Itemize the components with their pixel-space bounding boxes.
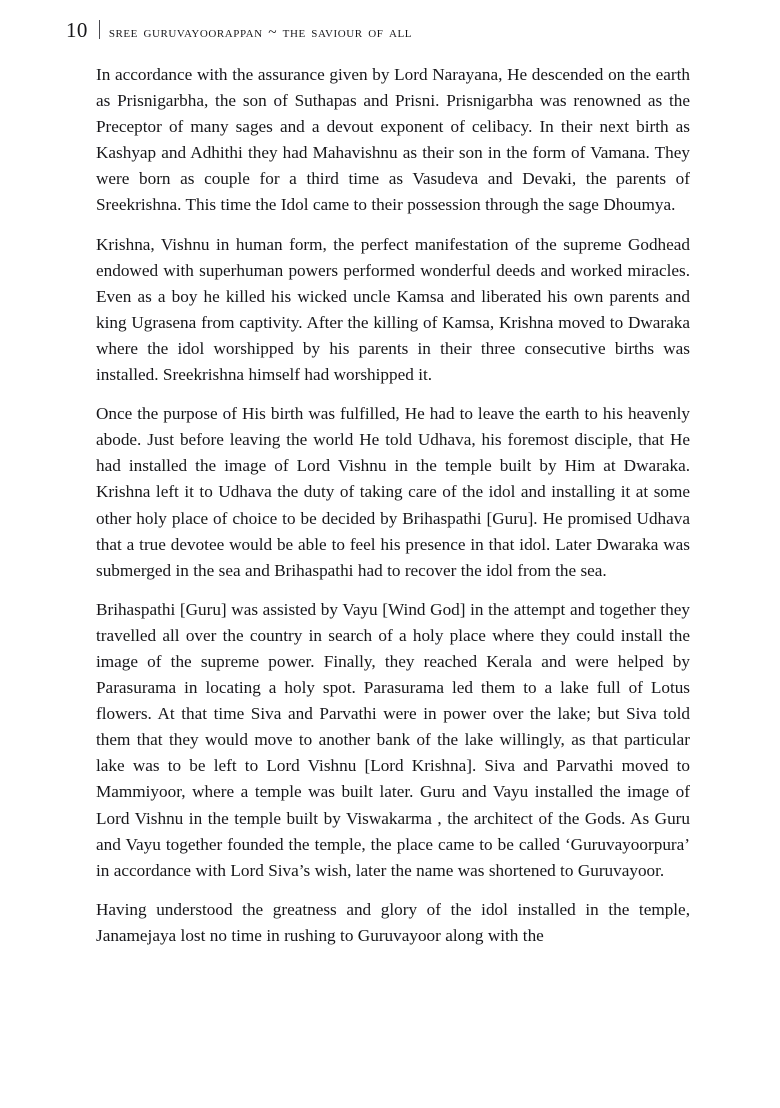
page-number: 10 (66, 18, 88, 42)
paragraph-1: In accordance with the assurance given by Lord Narayana, He descended on the earth as Prisnigarbha, the son of Suthapas and Prisni. Prisnigarbha was renowned as the Preceptor of many sages and a devout exponent of celibacy. In their next birth as Kashyap and Adhithi they had Mahavishnu as their son in the form of Vamana. They were born as couple for a third time as Vasudeva and Devaki, the parents of Sreekrishna. This time the Idol came to their possession through the sage Dhoumya. (96, 65, 690, 215)
paragraph-3: Once the purpose of His birth was fulfilled, He had to leave the earth to his heavenly abode. Just before leaving the world He told Udhava, his foremost disciple, that He had installed the image of Lord Vishnu in the temple built by Him at Dwaraka. Krishna left it to Udhava the duty of taking care of the idol and installing it at some other holy place of choice to be decided by Brihaspathi [Guru]. He promised Udhava that a true devotee would be able to feel his presence in that idol. Later Dwaraka was submerged in the sea and Brihaspathi had to recover the idol from the sea. (96, 404, 690, 580)
body-text-block (96, 62, 690, 949)
running-header (66, 18, 726, 41)
header-divider (99, 20, 100, 39)
paragraph-5: Having understood the greatness and glory of the idol installed in the temple, Janamejaya lost no time in rushing to Guruvayoor along with the (96, 899, 690, 945)
paragraph-4: Brihaspathi [Guru] was assisted by Vayu [Wind God] in the attempt and together they travelled all over the country in search of a holy place where they could install the image of the supreme power. Finally, they reached Kerala and were helped by Parasurama in locating a holy spot. Parasurama led them to a lake full of Lotus flowers. At that time Siva and Parvathi were in power over the lake; but Siva told them that they would move to another bank of the lake willingly, as that particular lake was to be left to Lord Vishnu [Lord Krishna]. Siva and Parvathi moved to Mammiyoor, where a temple was built later. Guru and Vayu installed the image of Lord Vishnu in the temple built by Viswakarma , the architect of the Gods. As Guru and Vayu together founded the temple, the place came to be called ‘Guruvayoorpura’ in accordance with Lord Siva’s wish, later the name was shortened to Guruvayoor. (96, 599, 690, 880)
book-title-header: sree guruvayoorappan ~ the saviour of all (108, 24, 413, 41)
paragraph-2: Krishna, Vishnu in human form, the perfect manifestation of the supreme Godhead endowed with superhuman powers performed wonderful deeds and worked miracles. Even as a boy he killed his wicked uncle Kamsa and liberated his own parents and king Ugrasena from captivity. After the killing of Kamsa, Krishna moved to Dwaraka where the idol worshipped by his parents in their three consecutive births was installed. Sreekrishna himself had worshipped it. (96, 234, 690, 385)
